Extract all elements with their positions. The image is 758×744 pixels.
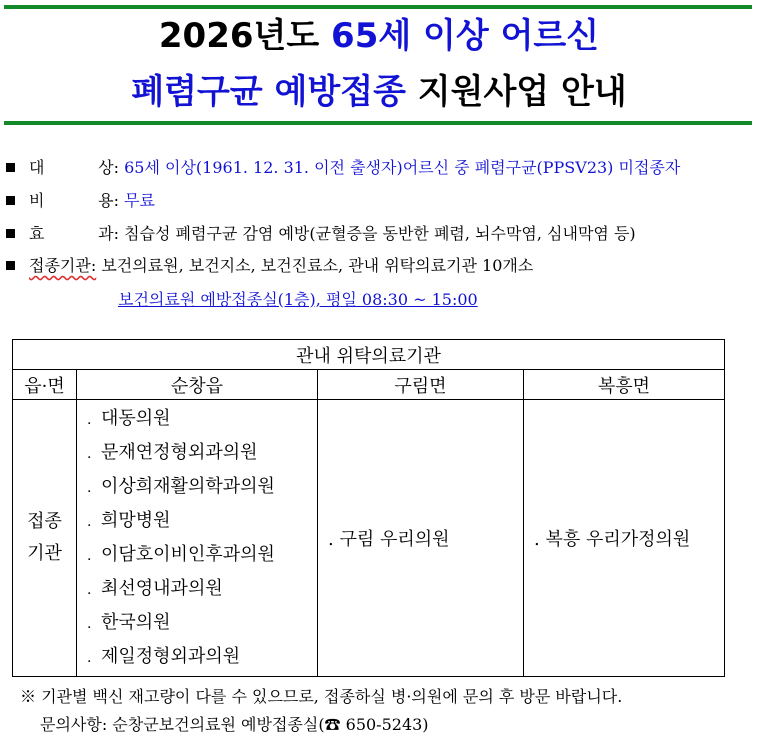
header-town: 읍·면: [13, 370, 77, 400]
list-item: . 희망병원: [87, 510, 171, 531]
top-rule: [4, 5, 752, 9]
page-title-line1: [0, 16, 758, 56]
row-label-line: 접종: [27, 511, 62, 532]
health-center-hours: 보건의료원 예방접종실(1층), 평일 08:30 ~ 15:00: [118, 290, 478, 309]
stock-notice: ※ 기관별 백신 재고량이 다를 수 있으므로, 접종하실 병·의원에 문의 후 방문 바랍니다.: [20, 687, 623, 706]
info-institution: [6, 255, 533, 277]
row-label-line: 기관: [27, 543, 62, 564]
list-item: . 제일정형외과의원: [87, 646, 241, 667]
table-caption: 관내 위탁의료기관: [13, 340, 725, 370]
list-item: . 대동의원: [87, 408, 171, 429]
title-highlight-target: 65세 이상 어르신: [331, 16, 600, 56]
row-label: [13, 400, 77, 677]
header-bokheung: 복흥면: [524, 370, 725, 400]
contact-info: 문의사항: 순창군보건의료원 예방접종실(☎ 650-5243): [40, 715, 429, 734]
clinic-table: [12, 339, 725, 677]
page-title-line2: [0, 72, 758, 112]
square-bullet-icon: [6, 229, 15, 238]
sunchang-clinic-list: [77, 400, 318, 677]
header-sunchang: 순창읍: [77, 370, 318, 400]
square-bullet-icon: [6, 261, 15, 270]
list-item: . 최선영내과의원: [87, 578, 223, 599]
info-value: 무료: [124, 191, 156, 210]
bottom-rule: [4, 121, 752, 125]
table-row: [13, 400, 725, 677]
square-bullet-icon: [6, 196, 15, 205]
info-target: [6, 157, 680, 179]
info-label: 효 과:: [29, 224, 119, 243]
title-suffix: 지원사업 안내: [405, 72, 627, 112]
title-highlight-program: 폐렴구균 예방접종: [131, 72, 406, 112]
title-prefix: 2026년도: [158, 16, 332, 56]
square-bullet-icon: [6, 163, 15, 172]
info-label: 접종기관:: [29, 256, 97, 275]
info-effect: [6, 223, 636, 245]
header-gurim: 구림면: [318, 370, 524, 400]
bokheung-clinic: . 복흥 우리가정의원: [524, 400, 725, 677]
info-label: 비 용:: [29, 191, 119, 210]
list-item: . 이상희재활의학과의원: [87, 476, 275, 497]
info-value: 65세 이상(1961. 12. 31. 이전 출생자)어르신 중 폐렴구균(PPSV23) 미접종자: [124, 158, 681, 177]
info-label: 대 상:: [29, 158, 119, 177]
list-item: . 문재연정형외과의원: [87, 442, 258, 463]
list-item: . 한국의원: [87, 612, 171, 633]
gurim-clinic: . 구림 우리의원: [318, 400, 524, 677]
info-cost: [6, 190, 155, 212]
list-item: . 이담호이비인후과의원: [87, 544, 275, 565]
info-value: 침습성 폐렴구균 감염 예방(균혈증을 동반한 폐렴, 뇌수막염, 심내막염 등): [124, 224, 636, 243]
info-value: 보건의료원, 보건지소, 보건진료소, 관내 위탁의료기관 10개소: [101, 256, 534, 275]
